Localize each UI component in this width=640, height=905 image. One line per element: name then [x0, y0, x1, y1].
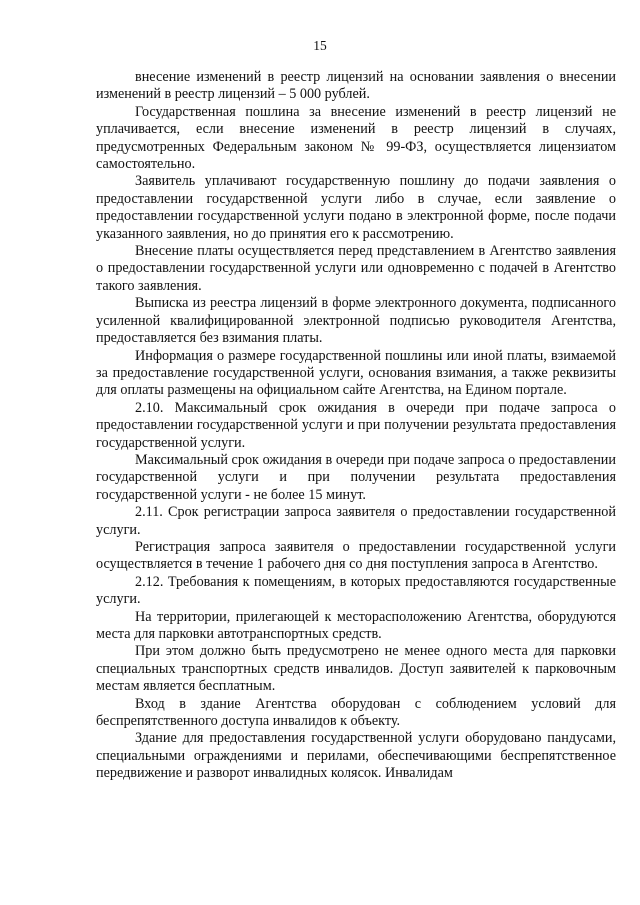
section-2-11-heading: 2.11. Срок регистрации запроса заявителя о предоставлении государственной услуги. — [96, 504, 616, 538]
paragraph-parking: На территории, прилегающей к месторасположению Агентства, оборудуются места для парковки автотранспортных средств. — [96, 608, 616, 642]
page-number: 15 — [313, 38, 327, 53]
section-2-10-heading: 2.10. Максимальный срок ожидания в очереди при подаче запроса о предоставлении государственной услуги и при получении результата предоставления государственной услуги. — [96, 399, 616, 451]
paragraph-fee-changes: внесение изменений в реестр лицензий на основании заявления о внесении изменений в реестр лицензий – 5 000 рублей. — [96, 69, 616, 103]
paragraph-payment-procedure: Внесение платы осуществляется перед представлением в Агентство заявления о предоставлении государственной услуги или одновременно с подачей в Агентство такого заявления. — [96, 243, 616, 294]
paragraph-payment-timing: Заявитель уплачивают государственную пошлину до подачи заявления о предоставлении государственной услуги либо в случае, если заявление о предоставлении государственной услуги подано в электронной форме, после подачи указанного заявления, но до принятия его к рассмотрению. — [96, 173, 616, 242]
paragraph-fee-information: Информация о размере государственной пошлины или иной платы, взимаемой за предоставление государственной услуги, основания взимания, а также реквизиты для оплаты размещены на официальном сайте Агентства, на Едином портале. — [96, 347, 616, 399]
paragraph-disabled-parking: При этом должно быть предусмотрено не менее одного места для парковки специальных транспортных средств инвалидов. Доступ заявителей к парковочным местам является бесплатным. — [96, 643, 616, 695]
paragraph-ramps: Здание для предоставления государственной услуги оборудовано пандусами, специальными ограждениями и перилами, обеспечивающими беспрепятственное передвижение и разворот инвалидных колясок. Инвалидам — [96, 730, 616, 782]
paragraph-registry-extract: Выписка из реестра лицензий в форме электронного документа, подписанного усиленной квалифицированной электронной подписью руководителя Агентства, предоставляется без взимания платы. — [96, 295, 616, 347]
paragraph-registration-term: Регистрация запроса заявителя о предоставлении государственной услуги осуществляется в течение 1 рабочего дня со дня поступления запроса в Агентство. — [96, 538, 616, 573]
paragraph-queue-time: Максимальный срок ожидания в очереди при подаче запроса о предоставлении государственной услуги и при получении результата предоставления государственной услуги - не более 15 минут. — [96, 451, 616, 503]
paragraph-building-entrance: Вход в здание Агентства оборудован с соблюдением условий для беспрепятственного доступа инвалидов к объекту. — [96, 695, 616, 730]
document-body — [96, 69, 616, 783]
section-2-12-heading: 2.12. Требования к помещениям, в которых предоставляются государственные услуги. — [96, 573, 616, 608]
paragraph-fee-exemption: Государственная пошлина за внесение изменений в реестр лицензий не уплачивается, если внесение изменений в реестр лицензий в случаях, предусмотренных Федеральным законом № 99-ФЗ, осуществляется лицензиатом самостоятельно. — [96, 103, 616, 173]
